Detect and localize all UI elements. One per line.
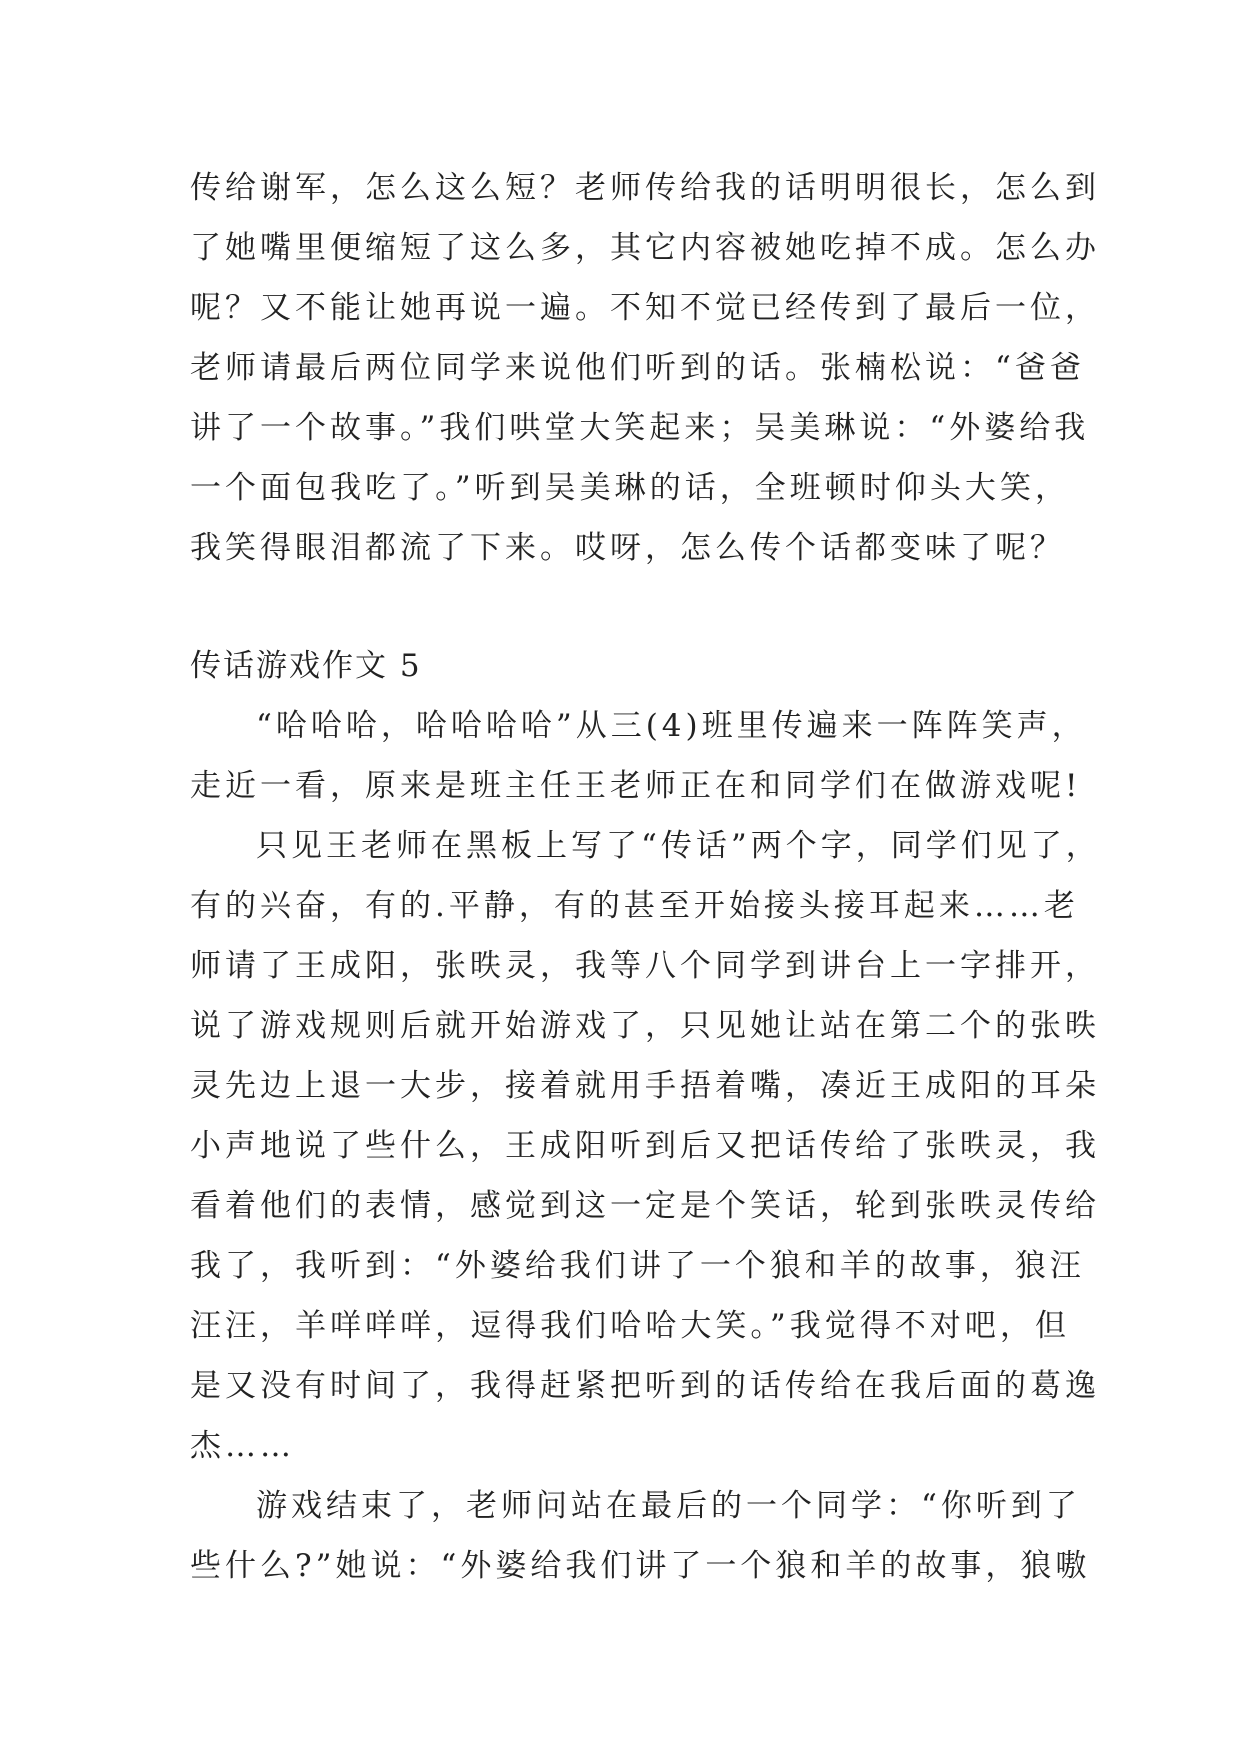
text-line: 些什么?”她说：“外婆给我们讲了一个狼和羊的故事，狼嗷 (190, 1548, 1091, 1584)
text-line: 是又没有时间了，我得赶紧把听到的话传给在我后面的葛逸 (190, 1368, 1100, 1404)
text-line: 看着他们的表情，感觉到这一定是个笑话，轮到张昳灵传给 (190, 1188, 1100, 1224)
paragraph-2 (190, 816, 1101, 1476)
text-line: 有的兴奋，有的.平静，有的甚至开始接头接耳起来……老 (190, 888, 1079, 924)
text-line: 我笑得眼泪都流了下来。哎呀，怎么传个话都变味了呢？ (190, 530, 1065, 566)
text-line: 传给谢军，怎么这么短？老师传给我的话明明很长，怎么到 (190, 170, 1100, 206)
text-line: 只见王老师在黑板上写了“传话”两个字，同学们见了， (256, 828, 1101, 864)
document-page (190, 158, 1101, 1596)
paragraph-3 (190, 1476, 1091, 1596)
text-line: 灵先边上退一大步，接着就用手捂着嘴，凑近王成阳的耳朵 (190, 1068, 1100, 1104)
text-line: 我了，我听到：“外婆给我们讲了一个狼和羊的故事，狼汪 (190, 1248, 1085, 1284)
paragraph-1 (190, 696, 1087, 816)
text-line: 走近一看，原来是班主任王老师正在和同学们在做游戏呢! (190, 768, 1082, 804)
text-line: 了她嘴里便缩短了这么多，其它内容被她吃掉不成。怎么办 (190, 230, 1100, 266)
text-line: 呢？又不能让她再说一遍。不知不觉已经传到了最后一位， (190, 290, 1100, 326)
text-line: 杰…… (190, 1428, 295, 1464)
text-line: 师请了王成阳，张昳灵，我等八个同学到讲台上一字排开， (190, 948, 1100, 984)
text-line: 小声地说了些什么，王成阳听到后又把话传给了张昳灵，我 (190, 1128, 1100, 1164)
text-line: “哈哈哈，哈哈哈哈”从三(4)班里传遍来一阵阵笑声， (256, 708, 1087, 744)
text-line: 老师请最后两位同学来说他们听到的话。张楠松说：“爸爸 (190, 350, 1085, 386)
text-line: 说了游戏规则后就开始游戏了，只见她让站在第二个的张昳 (190, 1008, 1100, 1044)
text-line: 讲了一个故事。”我们哄堂大笑起来；吴美琳说：“外婆给我 (190, 410, 1090, 446)
section-title: 传话游戏作文 5 (190, 648, 422, 684)
text-line: 游戏结束了，老师问站在最后的一个同学：“你听到了 (256, 1488, 1081, 1524)
text-line: 汪汪，羊咩咩咩，逗得我们哈哈大笑。”我觉得不对吧，但 (190, 1308, 1070, 1344)
paragraph-continued (190, 158, 1100, 578)
text-line: 一个面包我吃了。”听到吴美琳的话，全班顿时仰头大笑， (190, 470, 1070, 506)
